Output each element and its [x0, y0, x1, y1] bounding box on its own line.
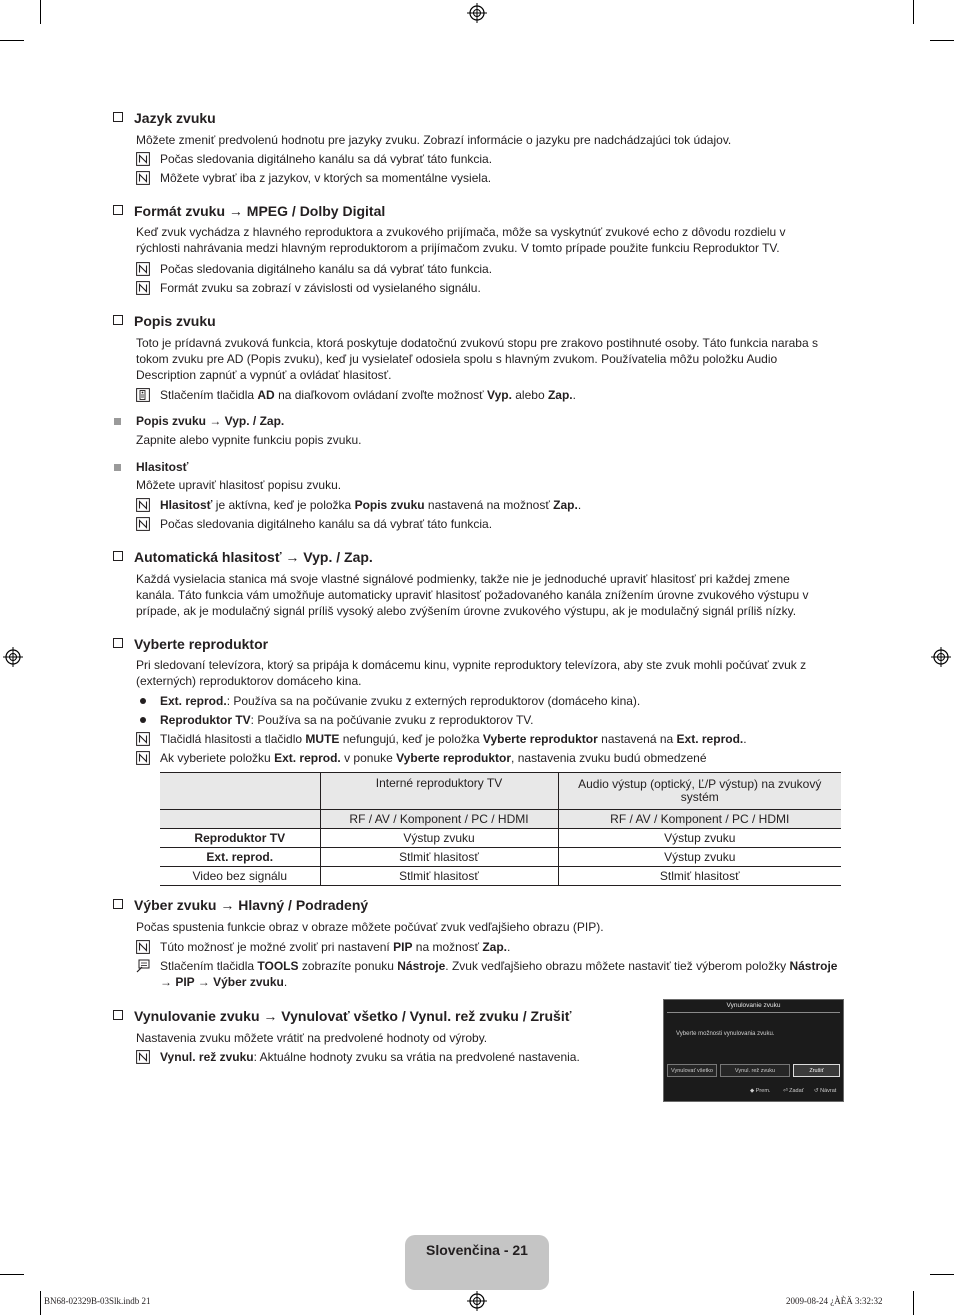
table-header-row [160, 773, 841, 810]
crop-mark [930, 1274, 954, 1275]
registration-mark-icon [467, 3, 487, 23]
note-icon [136, 1050, 150, 1064]
square-bullet-icon [114, 464, 121, 471]
table-cell [160, 773, 320, 810]
paragraph: Toto je prídavná zvuková funkcia, ktorá poskytuje dodatočnú zvukovú stopu pre zrakovo postihnuté osoby. Táto funkcia naraba s tokom zvuku pre AD (Popis zvuku), keď ju vysielateľ odosiela spolu s hlavným zvukom. Používatelia môžu položku Audio Description zapnúť a vypnúť a ovládať hlasitosť. [136, 336, 818, 382]
registration-mark-icon [3, 647, 23, 667]
note-icon [136, 171, 150, 185]
checkbox-bullet-icon [113, 205, 123, 215]
table-cell: Výstup zvuku [558, 848, 841, 867]
subsection-heading: Popis zvuku → Vyp. / Zap. [136, 414, 285, 428]
note-icon [136, 517, 150, 531]
return-icon: ↺ [814, 1088, 819, 1094]
paragraph: Každá vysielacia stanica má svoje vlastné signálové podmienky, takže nie je jednoduché upraviť hlasitosť pri každej zmene kanála. Táto funkcia vám umožňuje automaticky upraviť hlasitosť požadovaného kanála znížením úrovne zvukového výstupu v prípade, ak je modulačný signál príliš vysoký alebo zvýšením úrovne zvukového výstupu, ak je modulačný signál príliš nízky. [136, 572, 809, 618]
table-row-label: Ext. reprod. [160, 848, 320, 867]
print-footer-left: BN68-02329B-03Slk.indb 21 [44, 1296, 151, 1306]
osd-footer-move: ◆ Prem. [750, 1088, 771, 1094]
speaker-table [160, 772, 841, 886]
osd-divider [667, 1012, 840, 1013]
note-icon [136, 732, 150, 746]
round-bullet-icon [140, 717, 146, 723]
paragraph: Keď zvuk vychádza z hlavného reproduktora a zvukového prijímača, môže sa vyskytnúť zvukové echo z dôvodu rozdielu v rýchlosti nahrávania medzi hlavným reproduktorom a prijímačom zvuku. V tomto prípade použite funkciu Reproduktor TV. [136, 225, 786, 255]
crop-mark [40, 0, 41, 24]
section-heading: Výber zvuku → Hlavný / Podradený [113, 897, 368, 913]
table-header-row [160, 810, 841, 829]
table-row [160, 867, 841, 886]
crop-mark [0, 1274, 24, 1275]
osd-message: Vyberte možnosti vynulovania zvuku. [676, 1031, 775, 1037]
reset-sound-mode-button[interactable]: Vynul. rež zvuku [720, 1064, 790, 1077]
section-heading: Automatická hlasitosť → Vyp. / Zap. [113, 549, 373, 565]
crop-mark [913, 1291, 914, 1315]
table-cell: Stlmiť hlasitosť [558, 867, 841, 886]
table-cell: Stlmiť hlasitosť [320, 848, 558, 867]
paragraph: Môžete upraviť hlasitosť popisu zvuku. [136, 478, 342, 492]
osd-reset-dialog [663, 999, 844, 1102]
tools-icon [136, 959, 150, 973]
enter-icon: ⏎ [783, 1088, 788, 1094]
crop-mark [0, 40, 24, 41]
note-icon [136, 152, 150, 166]
osd-footer-enter: ⏎ Zadať [783, 1088, 804, 1094]
crop-mark [40, 1291, 41, 1315]
osd-title: Vynulovanie zvuku [726, 1002, 781, 1009]
osd-footer-return: ↺ Návrat [814, 1088, 837, 1094]
note-icon [136, 751, 150, 765]
round-bullet-icon [140, 698, 146, 704]
square-bullet-icon [114, 418, 121, 425]
paragraph: Počas spustenia funkcie obraz v obraze môžete počúvať zvuk vedľajšieho obrazu (PIP). [136, 920, 604, 934]
page-number: Slovenčina - 21 [426, 1242, 528, 1258]
checkbox-bullet-icon [113, 315, 123, 325]
table-cell [160, 810, 320, 829]
cancel-button[interactable]: Zrušiť [793, 1064, 840, 1077]
table-cell: Výstup zvuku [320, 829, 558, 848]
section-heading: Jazyk zvuku [113, 110, 216, 126]
table-row-label: Video bez signálu [160, 867, 320, 886]
checkbox-bullet-icon [113, 112, 123, 122]
registration-mark-icon [467, 1291, 487, 1311]
paragraph: Pri sledovaní televízora, ktorý sa pripája k domácemu kinu, vypnite reproduktory televízora, aby ste zvuk mohli počúvať zvuk z (externých) reproduktorov domáceho kina. [136, 658, 807, 688]
print-footer-right: 2009-08-24 ¿ÀÈÄ 3:32:32 [786, 1296, 883, 1306]
table-header-cell: Audio výstup (optický, Ľ/P výstup) na zvukový systém [558, 773, 841, 810]
paragraph: Môžete zmeniť predvolenú hodnotu pre jazyky zvuku. Zobrazí informácie o jazyku pre nadchádzajúci tok údajov. [136, 133, 732, 147]
remote-control-icon [136, 388, 150, 402]
crop-mark [930, 40, 954, 41]
table-cell: Výstup zvuku [558, 829, 841, 848]
crop-mark [913, 0, 914, 24]
table-row [160, 829, 841, 848]
note-icon [136, 940, 150, 954]
checkbox-bullet-icon [113, 1010, 123, 1020]
reset-all-button[interactable]: Vynulovať všetko [667, 1064, 717, 1077]
section-heading: Vyberte reproduktor [113, 636, 268, 652]
note-icon [136, 262, 150, 276]
section-heading: Vynulovanie zvuku → Vynulovať všetko / Vynul. rež zvuku / Zrušiť [113, 1008, 571, 1024]
paragraph: Zapnite alebo vypnite funkciu popis zvuku. [136, 433, 362, 447]
checkbox-bullet-icon [113, 899, 123, 909]
table-header-cell: RF / AV / Komponent / PC / HDMI [320, 810, 558, 829]
note-icon [136, 281, 150, 295]
table-row-label: Reproduktor TV [160, 829, 320, 848]
paragraph: Nastavenia zvuku môžete vrátiť na predvolené hodnoty od výroby. [136, 1031, 488, 1045]
page-number-tab [405, 1235, 549, 1290]
section-heading: Formát zvuku → MPEG / Dolby Digital [113, 203, 385, 219]
table-header-cell: RF / AV / Komponent / PC / HDMI [558, 810, 841, 829]
table-row [160, 848, 841, 867]
table-header-cell: Interné reproduktory TV [320, 773, 558, 810]
checkbox-bullet-icon [113, 638, 123, 648]
note-icon [136, 498, 150, 512]
move-arrows-icon: ◆ [750, 1088, 755, 1094]
registration-mark-icon [931, 647, 951, 667]
subsection-heading: Hlasitosť [136, 460, 189, 474]
section-heading: Popis zvuku [113, 313, 216, 329]
table-cell: Stlmiť hlasitosť [320, 867, 558, 886]
checkbox-bullet-icon [113, 551, 123, 561]
